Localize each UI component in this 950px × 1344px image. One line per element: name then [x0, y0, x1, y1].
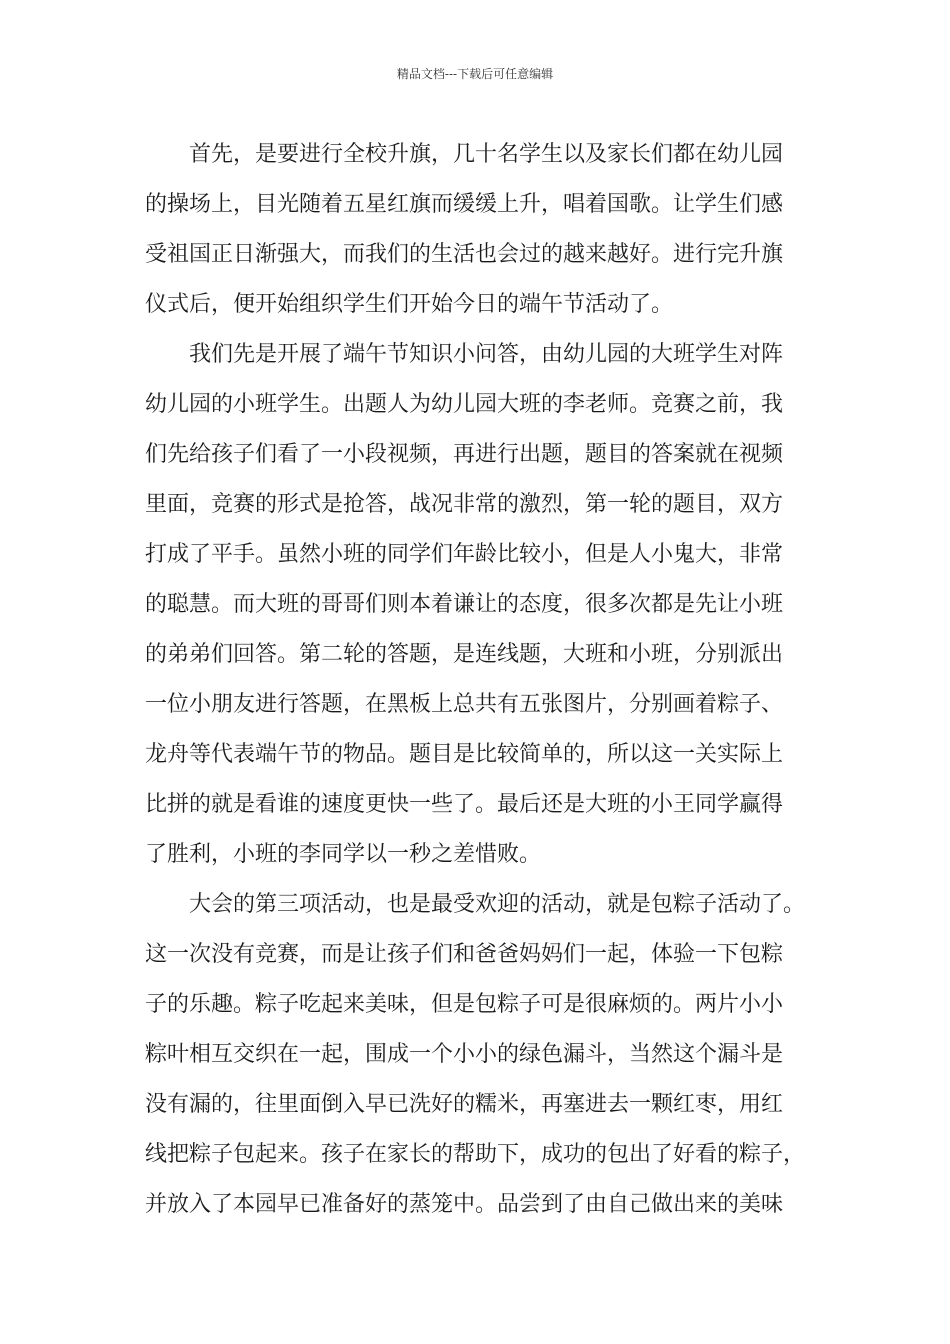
text-line: 的弟弟们回答。第二轮的答题，是连线题，大班和小班，分别派出: [145, 642, 784, 667]
text-line: 并放入了本园早已准备好的蒸笼中。品尝到了由自己做出来的美味: [145, 1192, 784, 1217]
text-line: 一位小朋友进行答题，在黑板上总共有五张图片，分别画着粽子、: [145, 692, 784, 717]
text-line: 了胜利，小班的李同学以一秒之差惜败。: [145, 842, 542, 867]
text-line: 幼儿园的小班学生。出题人为幼儿园大班的李老师。竞赛之前，我: [145, 392, 784, 417]
text-line: 子的乐趣。粽子吃起来美味，但是包粽子可是很麻烦的。两片小小: [145, 992, 784, 1017]
text-line: 比拼的就是看谁的速度更快一些了。最后还是大班的小王同学赢得: [145, 792, 784, 817]
text-line: 们先给孩子们看了一小段视频，再进行出题，题目的答案就在视频: [145, 442, 784, 467]
text-line: 粽叶相互交织在一起，围成一个小小的绿色漏斗，当然这个漏斗是: [145, 1042, 784, 1067]
page-header: 精品文档---下载后可任意编辑: [396, 67, 554, 81]
text-line: 大会的第三项活动，也是最受欢迎的活动，就是包粽子活动了。: [189, 892, 806, 917]
text-line: 线把粽子包起来。孩子在家长的帮助下，成功的包出了好看的粽子，: [145, 1142, 806, 1167]
text-line: 的操场上，目光随着五星红旗而缓缓上升，唱着国歌。让学生们感: [145, 192, 784, 217]
text-line: 受祖国正日渐强大，而我们的生活也会过的越来越好。进行完升旗: [145, 242, 784, 267]
text-line: 仪式后，便开始组织学生们开始今日的端午节活动了。: [145, 292, 674, 317]
body-text: [145, 130, 820, 1230]
text-line: 的聪慧。而大班的哥哥们则本着谦让的态度，很多次都是先让小班: [145, 592, 784, 617]
text-line: 我们先是开展了端午节知识小问答，由幼儿园的大班学生对阵: [189, 342, 784, 367]
text-line: 打成了平手。虽然小班的同学们年龄比较小，但是人小鬼大，非常: [145, 542, 784, 567]
text-line: 首先，是要进行全校升旗，几十名学生以及家长们都在幼儿园: [189, 142, 784, 167]
text-line: 这一次没有竞赛，而是让孩子们和爸爸妈妈们一起，体验一下包粽: [145, 942, 784, 967]
text-line: 龙舟等代表端午节的物品。题目是比较简单的，所以这一关实际上: [145, 742, 784, 767]
text-line: 里面，竞赛的形式是抢答，战况非常的激烈，第一轮的题目，双方: [145, 492, 784, 517]
text-line: 没有漏的，往里面倒入早已洗好的糯米，再塞进去一颗红枣，用红: [145, 1092, 784, 1117]
